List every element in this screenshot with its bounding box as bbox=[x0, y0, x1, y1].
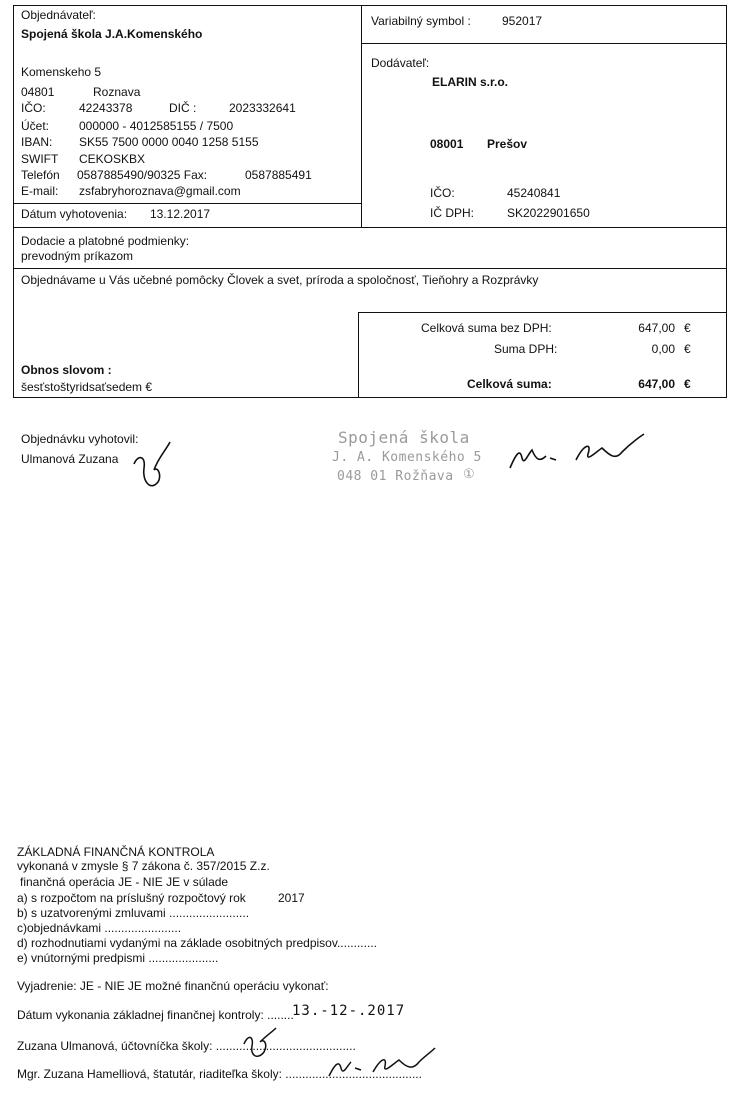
buyer-email: zsfabryhoroznava@gmail.com bbox=[79, 184, 241, 198]
supplier-zip: 08001 bbox=[430, 137, 464, 151]
in-words-label: Obnos slovom : bbox=[21, 363, 112, 377]
control-date-handwritten: 13.-12-.2017 bbox=[292, 1003, 406, 1019]
supplier-label: Dodávateľ: bbox=[371, 56, 430, 70]
stamp-mark-icon: ① bbox=[463, 467, 476, 482]
control-item-c: c)objednávkami ....................... bbox=[17, 921, 182, 935]
supplier-city: Prešov bbox=[487, 137, 528, 151]
frame-left bbox=[13, 5, 14, 398]
control-line-2: finančná operácia JE - NIE JE v súlade bbox=[20, 875, 229, 889]
prepared-by-name: Ulmanová Zuzana bbox=[21, 452, 119, 466]
buyer-dic: 2023332641 bbox=[229, 101, 296, 115]
terms-value: prevodným príkazom bbox=[21, 249, 134, 263]
control-item-b: b) s uzatvorenými zmluvami ........................ bbox=[17, 906, 250, 920]
variable-symbol-value: 952017 bbox=[502, 14, 543, 28]
grand-total-label: Celková suma: bbox=[467, 377, 552, 391]
frame-right bbox=[726, 5, 727, 398]
buyer-phone-label: Telefón bbox=[21, 168, 60, 182]
buyer-fax: 0587885491 bbox=[245, 168, 312, 182]
buyer-ico: 42243378 bbox=[79, 101, 133, 115]
control-line-1: vykonaná v zmysle § 7 zákona č. 357/2015 Z.z. bbox=[17, 859, 270, 873]
buyer-ico-label: IČO: bbox=[21, 101, 46, 115]
header-bottom-line bbox=[13, 227, 727, 228]
buyer-iban: SK55 7500 0000 0040 1258 5155 bbox=[79, 135, 259, 149]
control-director: Mgr. Zuzana Hamelliová, štatutár, riaditeľka školy: ......................................... bbox=[17, 1067, 422, 1081]
issue-date-value: 13.12.2017 bbox=[150, 207, 211, 221]
grand-total-currency: € bbox=[684, 377, 691, 391]
net-total-value: 647,00 bbox=[638, 321, 675, 335]
signature-ulmanova bbox=[128, 436, 178, 496]
prepared-by-label: Objednávku vyhotovil: bbox=[21, 432, 139, 446]
vs-bottom-line bbox=[361, 43, 727, 44]
net-total-currency: € bbox=[684, 321, 691, 335]
totals-box-top bbox=[358, 312, 727, 313]
signature-accountant bbox=[240, 1026, 280, 1062]
control-item-d: d) rozhodnutiami vydanými na základe osobitných predpisov............ bbox=[17, 936, 377, 950]
buyer-swift-label: SWIFT bbox=[21, 152, 59, 166]
control-item-e: e) vnútornými predpismi ..................... bbox=[17, 951, 219, 965]
control-item-a-year: 2017 bbox=[278, 891, 305, 905]
terms-bottom-line bbox=[13, 268, 727, 269]
frame-bottom bbox=[13, 397, 727, 398]
in-words-value: šesťstoštyridsaťsedem € bbox=[21, 380, 153, 394]
totals-box-left bbox=[358, 312, 359, 398]
buyer-account: 000000 - 4012585155 / 7500 bbox=[79, 119, 234, 133]
terms-label: Dodacie a platobné podmienky: bbox=[21, 234, 190, 248]
supplier-ico: 45240841 bbox=[507, 186, 561, 200]
buyer-account-label: Účet: bbox=[21, 119, 50, 133]
buyer-street: Komenskeho 5 bbox=[21, 65, 102, 79]
header-divider-vertical bbox=[361, 5, 362, 227]
issue-date-label: Dátum vyhotovenia: bbox=[21, 207, 128, 221]
control-title: ZÁKLADNÁ FINANČNÁ KONTROLA bbox=[17, 845, 215, 859]
control-date-label: Dátum vykonania základnej finančnej kontroly: ........ bbox=[17, 1008, 294, 1022]
supplier-icdph-label: IČ DPH: bbox=[430, 206, 475, 220]
buyer-label: Objednávateľ: bbox=[21, 8, 96, 22]
stamp-line-2: J. A. Komenského 5 bbox=[332, 450, 482, 465]
control-statement: Vyjadrenie: JE - NIE JE možné finančnú operáciu vykonať: bbox=[17, 979, 329, 993]
frame-top bbox=[13, 5, 727, 6]
buyer-dic-label: DIČ : bbox=[169, 101, 197, 115]
buyer-name: Spojená škola J.A.Komenského bbox=[21, 27, 203, 41]
buyer-swift: CEKOSKBX bbox=[79, 152, 146, 166]
supplier-name: ELARIN s.r.o. bbox=[432, 75, 509, 89]
vat-label: Suma DPH: bbox=[494, 342, 558, 356]
vat-value: 0,00 bbox=[651, 342, 675, 356]
order-text: Objednávame u Vás učebné pomôcky Človek a svet, príroda a spoločnosť, Tieňohry a Rozprávky bbox=[21, 273, 539, 287]
control-item-a: a) s rozpočtom na príslušný rozpočtový rok bbox=[17, 891, 246, 905]
grand-total-value: 647,00 bbox=[638, 377, 675, 391]
stamp-line-3: 048 01 Rožňava bbox=[337, 469, 454, 484]
signature-director-bottom bbox=[325, 1046, 440, 1086]
buyer-zip: 04801 bbox=[21, 85, 55, 99]
signature-director bbox=[506, 430, 656, 480]
buyer-phone: 0587885490/90325 Fax: bbox=[77, 168, 208, 182]
variable-symbol-label: Variabilný symbol : bbox=[371, 14, 471, 28]
stamp-line-1: Spojená škola bbox=[338, 428, 470, 447]
supplier-icdph: SK2022901650 bbox=[507, 206, 590, 220]
buyer-city: Roznava bbox=[93, 85, 141, 99]
control-accountant: Zuzana Ulmanová, účtovníčka školy: .......................................... bbox=[17, 1039, 356, 1053]
vat-currency: € bbox=[684, 342, 691, 356]
supplier-ico-label: IČO: bbox=[430, 186, 455, 200]
date-top-line bbox=[13, 203, 362, 204]
buyer-email-label: E-mail: bbox=[21, 184, 59, 198]
net-total-label: Celková suma bez DPH: bbox=[421, 321, 552, 335]
buyer-iban-label: IBAN: bbox=[21, 135, 53, 149]
